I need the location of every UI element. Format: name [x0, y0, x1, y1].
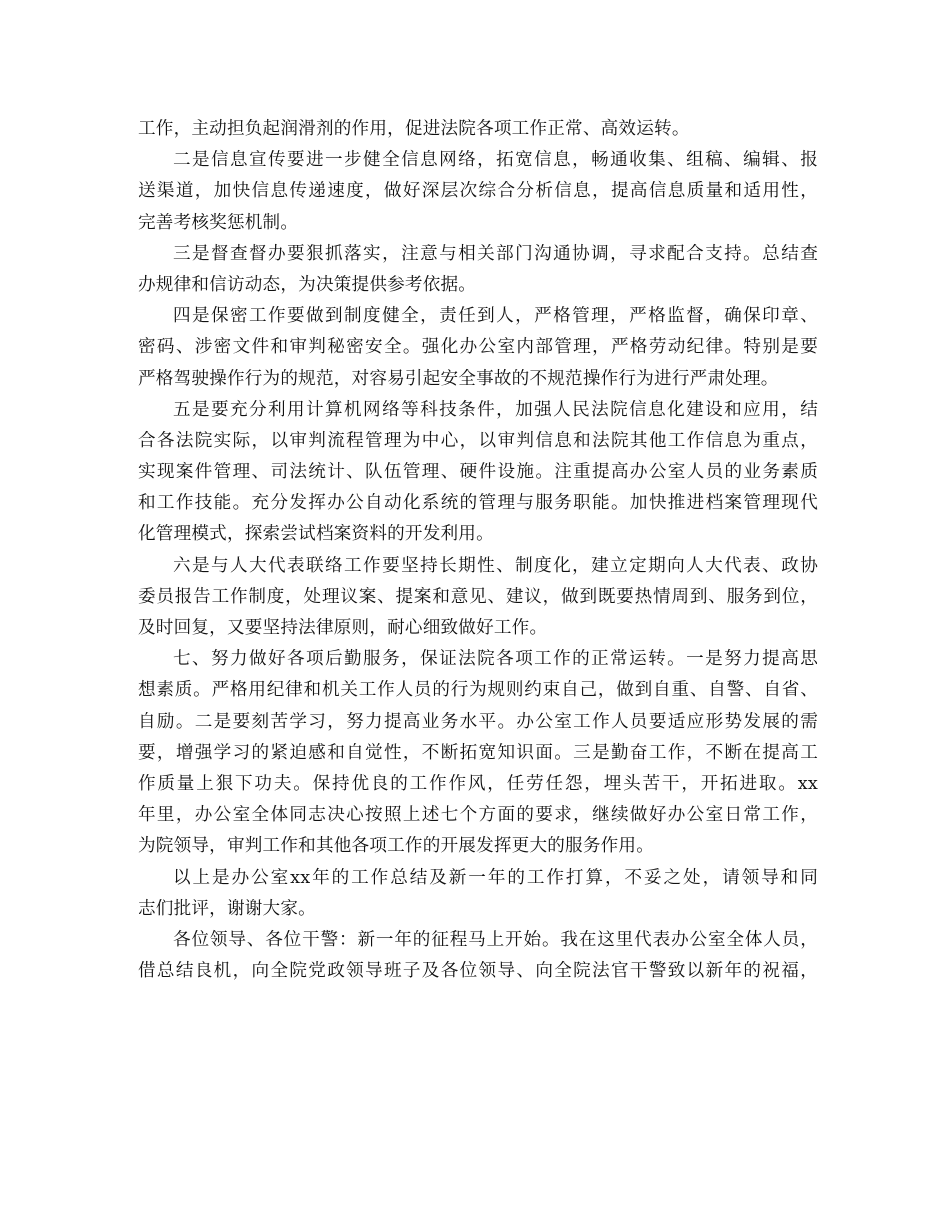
- paragraph-line: 四是保密工作要做到制度健全，责任到人，严格管理，严格监督，确保印章、: [173, 306, 818, 327]
- paragraph-line: 年里，办公室全体同志决心按照上述七个方面的要求，继续做好办公室日常工作，: [138, 805, 818, 826]
- paragraph-line: 各位领导、各位干警：新一年的征程马上开始。我在这里代表办公室全体人员，: [173, 929, 818, 950]
- paragraph-line: 二是信息宣传要进一步健全信息网络，拓宽信息，畅通收集、组稿、编辑、报: [173, 150, 818, 171]
- paragraph-line: 要，增强学习的紧迫感和自觉性，不断拓宽知识面。三是勤奋工作，不断在提高工: [138, 742, 818, 763]
- paragraph-line: 及时回复，又要坚持法律原则，耐心细致做好工作。: [138, 618, 548, 638]
- paragraph-line: 和工作技能。充分发挥办公自动化系统的管理与服务职能。加快推进档案管理现代: [138, 493, 818, 514]
- document-body: [138, 114, 818, 987]
- paragraph-line: 以上是办公室xx年的工作总结及新一年的工作打算，不妥之处，请领导和同: [173, 867, 818, 888]
- paragraph-line: 想素质。严格用纪律和机关工作人员的行为规则约束自己，做到自重、自警、自省、: [138, 680, 818, 701]
- paragraph-line: 借总结良机，向全院党政领导班子及各位领导、向全院法官干警致以新年的祝福，: [138, 961, 818, 982]
- paragraph-line: 送渠道，加快信息传递速度，做好深层次综合分析信息，提高信息质量和适用性，: [138, 181, 818, 202]
- paragraph-line: 实现案件管理、司法统计、队伍管理、硬件设施。注重提高办公室人员的业务素质: [138, 462, 818, 483]
- paragraph-line: 完善考核奖惩机制。: [138, 212, 299, 233]
- paragraph-line: 自励。二是要刻苦学习，努力提高业务水平。办公室工作人员要适应形势发展的需: [138, 711, 818, 732]
- paragraph-line: 六是与人大代表联络工作要坚持长期性、制度化，建立定期向人大代表、政协: [173, 555, 818, 576]
- paragraph-line: 密码、涉密文件和审判秘密安全。强化办公室内部管理，严格劳动纪律。特别是要: [138, 337, 818, 358]
- paragraph-line: 工作，主动担负起润滑剂的作用，促进法院各项工作正常、高效运转。: [138, 119, 690, 139]
- paragraph-line: 合各法院实际，以审判流程管理为中心，以审判信息和法院其他工作信息为重点，: [138, 430, 818, 451]
- paragraph-line: 委员报告工作制度，处理议案、提案和意见、建议，做到既要热情周到、服务到位，: [138, 586, 818, 607]
- paragraph-line: 化管理模式，探索尝试档案资料的开发利用。: [138, 524, 494, 545]
- paragraph-line: 志们批评，谢谢大家。: [138, 898, 316, 919]
- paragraph-line: 作质量上狠下功夫。保持优良的工作作风，任劳任怨，埋头苦干，开拓进取。xx: [138, 773, 818, 794]
- paragraph-line: 三是督查督办要狠抓落实，注意与相关部门沟通协调，寻求配合支持。总结查: [173, 243, 818, 264]
- paragraph-line: 七、努力做好各项后勤服务，保证法院各项工作的正常运转。一是努力提高思: [173, 649, 818, 670]
- paragraph-line: 严格驾驶操作行为的规范，对容易引起安全事故的不规范操作行为进行严肃处理。: [138, 368, 779, 389]
- paragraph-line: 五是要充分利用计算机网络等科技条件，加强人民法院信息化建设和应用，结: [173, 399, 818, 420]
- paragraph-line: 为院领导，审判工作和其他各项工作的开展发挥更大的服务作用。: [138, 836, 655, 857]
- paragraph-line: 办规律和信访动态，为决策提供参考依据。: [138, 274, 477, 295]
